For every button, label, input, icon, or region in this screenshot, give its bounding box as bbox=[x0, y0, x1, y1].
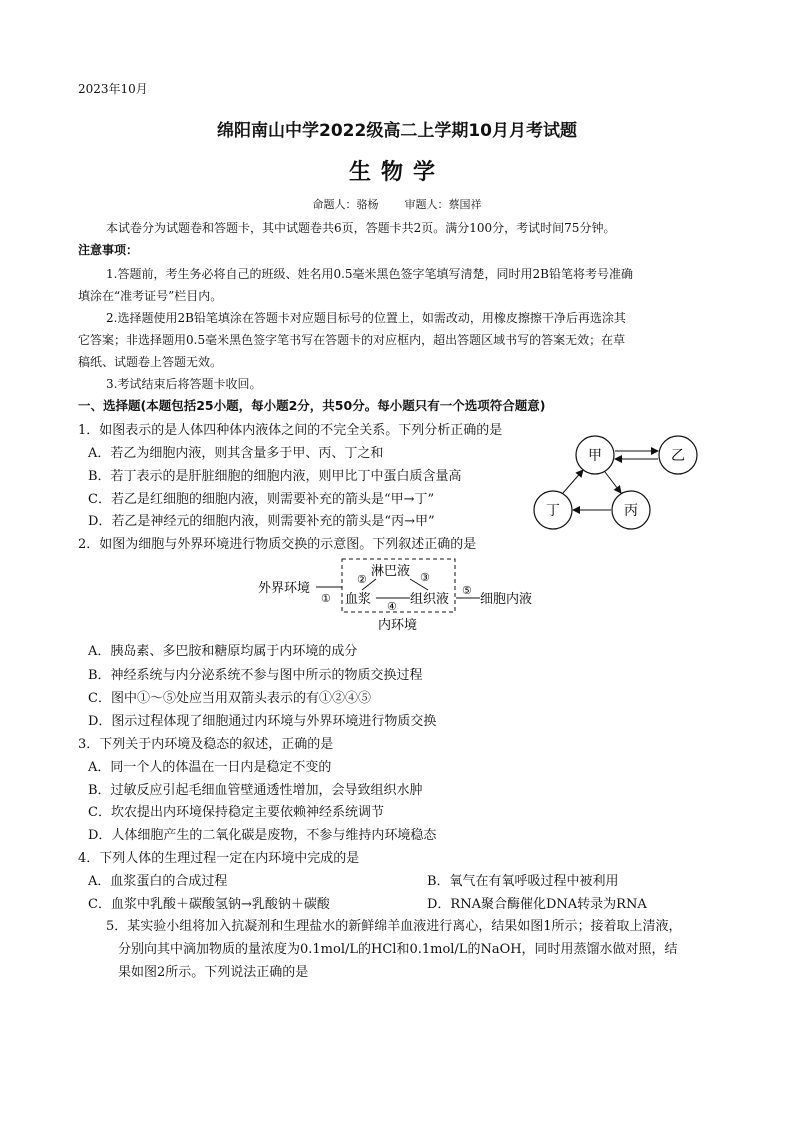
arrow-jia-bing bbox=[605, 472, 621, 493]
q1-option-c: C．若乙是红细胞的细胞内液，则需要补充的箭头是“甲→丁” bbox=[88, 492, 435, 507]
q2-diagram bbox=[250, 555, 550, 635]
q3-option-d: D．人体细胞产生的二氧化碳是废物，不参与维持内环境稳态 bbox=[88, 828, 437, 843]
notice-item-2-cont2: 稿纸、试题卷上答题无效。 bbox=[78, 355, 223, 369]
label-jia: 甲 bbox=[588, 448, 602, 464]
subject-title: 生物学 bbox=[348, 160, 445, 185]
label-intracellular: 细胞内液 bbox=[480, 592, 533, 607]
exam-title: 绵阳南山中学2022级高二上学期10月月考试题 bbox=[217, 121, 577, 141]
label-yi: 乙 bbox=[671, 448, 685, 464]
q4-option-a: A．血浆蛋白的合成过程 bbox=[88, 874, 228, 889]
q2-option-c: C．图中①～⑤处应当用双箭头表示的有①②④⑤ bbox=[88, 691, 371, 706]
label-plasma: 血浆 bbox=[345, 592, 372, 607]
notice-item-2: 2.选择题使用2B铅笔填涂在答题卡对应题目标号的位置上，如需改动，用橡皮擦擦干净后再选涂其 bbox=[106, 311, 626, 325]
num-1: ① bbox=[321, 592, 331, 605]
reviewer: 审题人：蔡国祥 bbox=[404, 198, 482, 211]
num-5: ⑤ bbox=[462, 584, 472, 597]
intro-text: 本试卷分为试题卷和答题卡，其中试题卷共6页，答题卡共2页。满分100分，考试时间75分钟。 bbox=[106, 221, 616, 235]
label-bing: 丙 bbox=[624, 503, 638, 519]
notice-item-1: 1.答题前，考生务必将自己的班级、姓名用0.5毫米黑色签字笔填写清楚，同时用2B铅笔将考号准确 bbox=[106, 267, 633, 281]
section-heading: 一、选择题(本题包括25小题，每小题2分，共50分。每小题只有一个选项符合题意) bbox=[78, 398, 546, 413]
label-outside: 外界环境 bbox=[258, 581, 311, 596]
authors-line bbox=[0, 196, 794, 212]
arrow-ding-jia bbox=[563, 470, 583, 493]
q2-option-a: A．胰岛素、多巴胺和糖原均属于内环境的成分 bbox=[88, 644, 358, 659]
q3-stem: 3．下列关于内环境及稳态的叙述，正确的是 bbox=[78, 737, 334, 752]
q5-stem-line-1: 5．某实验小组将加入抗凝剂和生理盐水的新鲜绵羊血液进行离心，结果如图1所示；接着取上清液， bbox=[106, 919, 682, 934]
q2-option-d: D．图示过程体现了细胞通过内环境与外界环境进行物质交换 bbox=[88, 714, 437, 729]
notice-item-3: 3.考试结束后将答题卡收回。 bbox=[106, 377, 262, 391]
label-internal: 内环境 bbox=[378, 618, 418, 633]
q2-stem: 2．如图为细胞与外界环境进行物质交换的示意图。下列叙述正确的是 bbox=[78, 537, 477, 552]
label-ding: 丁 bbox=[546, 503, 560, 519]
notice-item-2-cont: 它答案；非选择题用0.5毫米黑色签字笔书写在答题卡的对应框内，超出答题区域书写的答案无效；在草 bbox=[78, 333, 626, 347]
q3-option-a: A．同一个人的体温在一日内是稳定不变的 bbox=[88, 760, 332, 775]
label-lymph: 淋巴液 bbox=[371, 564, 411, 579]
q4-option-d: D．RNA聚合酶催化DNA转录为RNA bbox=[427, 897, 647, 912]
q3-option-c: C．坎农提出内环境保持稳定主要依赖神经系统调节 bbox=[88, 805, 384, 820]
exam-date: 2023年10月 bbox=[78, 82, 148, 96]
q4-option-b: B．氧气在有氧呼吸过程中被利用 bbox=[427, 874, 619, 889]
q3-option-b: B．过敏反应引起毛细血管壁通透性增加，会导致组织水肿 bbox=[88, 783, 423, 798]
notice-item-1-cont: 填涂在“准考证号”栏目内。 bbox=[78, 289, 223, 303]
q1-option-d: D．若乙是神经元的细胞内液，则需要补充的箭头是“丙→甲” bbox=[88, 514, 435, 529]
num-3: ③ bbox=[420, 571, 430, 584]
label-tissue: 组织液 bbox=[410, 592, 450, 607]
q1-option-b: B．若丁表示的是肝脏细胞的细胞内液，则甲比丁中蛋白质含量高 bbox=[88, 469, 462, 484]
q5-stem-line-2: 分别向其中滴加物质的量浓度为0.1mol/L的HCl和0.1mol/L的NaOH，同时用蒸馏水做对照，结 bbox=[118, 942, 678, 957]
q1-option-a: A．若乙为细胞内液，则其含量多于甲、丙、丁之和 bbox=[88, 446, 384, 461]
q4-stem: 4．下列人体的生理过程一定在内环境中完成的是 bbox=[78, 851, 360, 866]
setter: 命题人：骆杨 bbox=[312, 198, 379, 211]
num-2: ② bbox=[357, 573, 367, 586]
q4-option-c: C．血浆中乳酸＋碳酸氢钠→乳酸钠＋碳酸 bbox=[88, 897, 330, 912]
q1-stem: 1．如图表示的是人体四种体内液体之间的不完全关系。下列分析正确的是 bbox=[78, 423, 503, 438]
q5-stem-line-3: 果如图2所示。下列说法正确的是 bbox=[118, 965, 309, 980]
num-4: ④ bbox=[387, 600, 397, 613]
q2-option-b: B．神经系统与内分泌系统不参与图中所示的物质交换过程 bbox=[88, 668, 423, 683]
q1-diagram bbox=[525, 428, 725, 533]
notice-heading: 注意事项： bbox=[78, 243, 139, 257]
